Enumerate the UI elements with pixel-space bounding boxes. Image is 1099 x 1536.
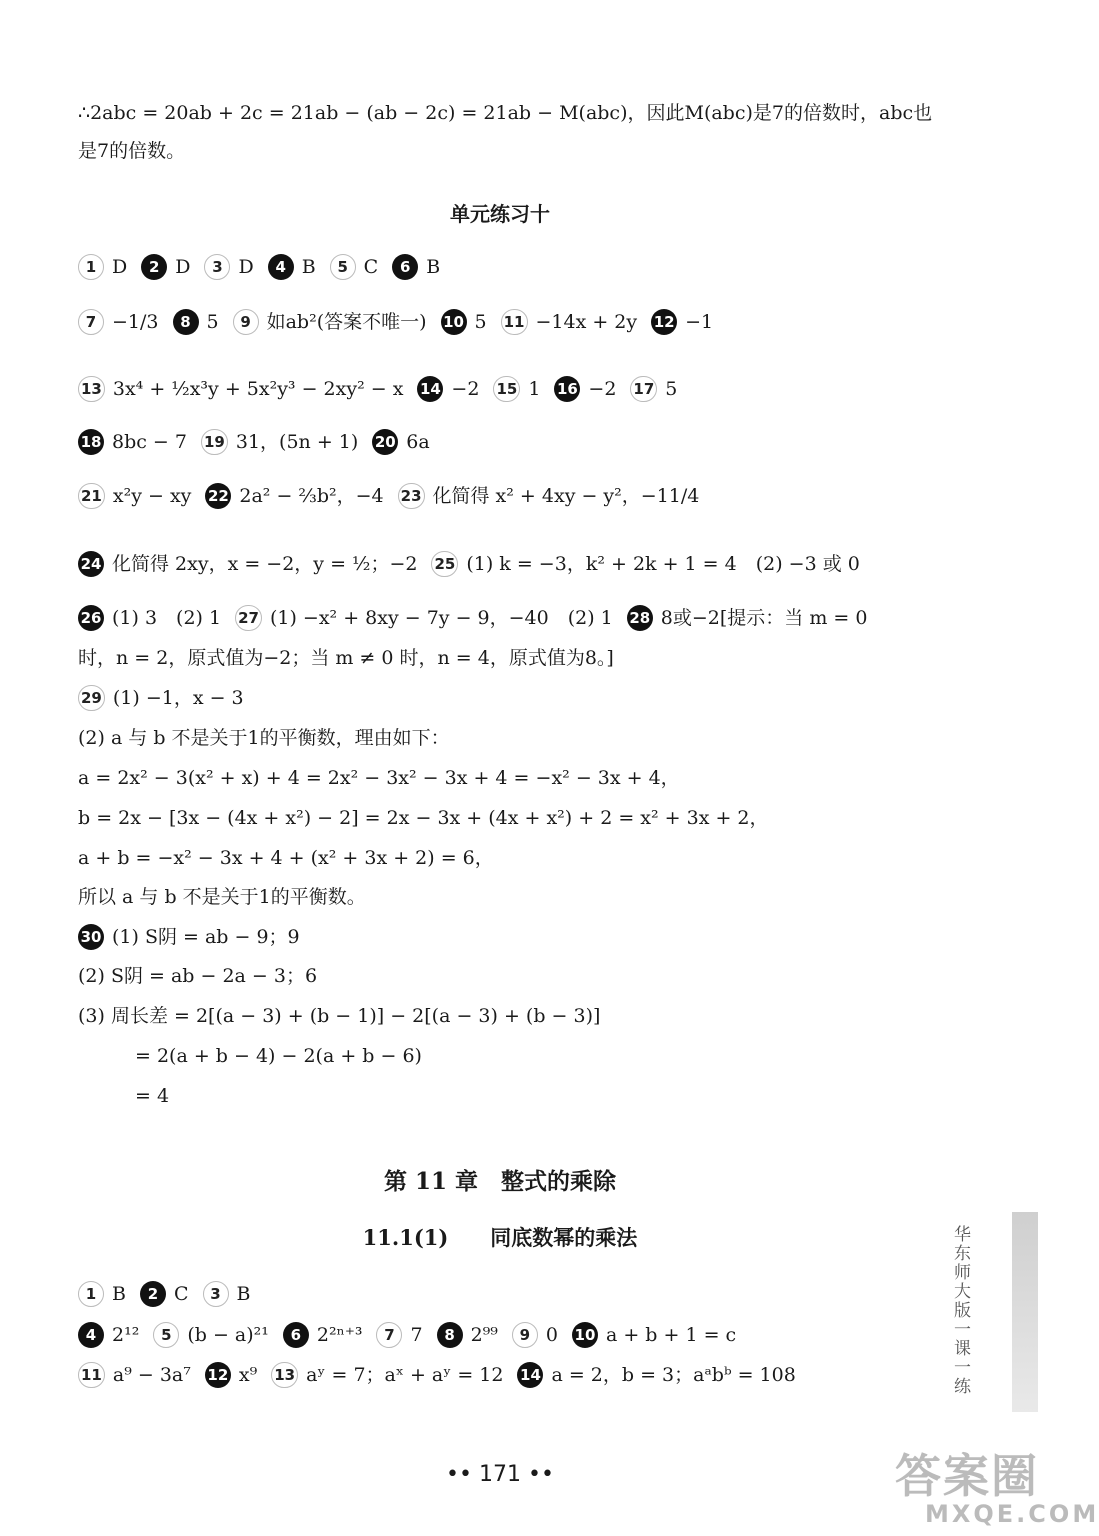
answer-text: 7 (410, 1324, 423, 1346)
question-number-badge: 9 (233, 309, 259, 335)
intro-line-2: 是7的倍数。 (78, 140, 186, 162)
question-number-badge: 16 (554, 376, 580, 402)
q29-row (78, 684, 258, 711)
answer-text: 1 (528, 378, 541, 400)
question-17 (630, 376, 677, 402)
answer-text: 3x⁴ + ½x³y + 5x²y³ − 2xy² − x (112, 378, 404, 400)
watermark-url: MXQE.COM (925, 1500, 1099, 1528)
question-27 (235, 605, 613, 631)
question-10 (441, 309, 487, 335)
question-12 (651, 309, 713, 335)
question-4 (78, 1322, 139, 1348)
question-2 (141, 254, 190, 280)
question-number-badge: 11 (78, 1362, 105, 1388)
question-number-badge: 8 (437, 1322, 463, 1348)
section-title: 11.1(1) 同底数幂的乘法 (362, 1225, 638, 1250)
answer-text: D (238, 256, 254, 278)
question-3 (203, 1281, 251, 1307)
answer-text: x²y − xy (112, 485, 192, 507)
question-number-badge: 27 (235, 605, 262, 631)
question-13 (271, 1362, 503, 1388)
question-29 (78, 685, 244, 711)
question-8 (173, 309, 219, 335)
answer-text: a = 2，b = 3；aᵃbᵇ = 108 (551, 1364, 796, 1386)
question-18 (78, 429, 187, 455)
answer-text: 化简得 x² + 4xy − y²，−11/4 (432, 485, 700, 507)
question-number-badge: 9 (512, 1322, 538, 1348)
question-number-badge: 3 (204, 254, 230, 280)
answer-text: aʸ = 7；aˣ + aʸ = 12 (306, 1364, 504, 1386)
answer-text: −2 (451, 378, 480, 400)
question-number-badge: 8 (173, 309, 199, 335)
question-13 (78, 376, 403, 402)
question-number-badge: 15 (493, 376, 520, 402)
question-number-badge: 2 (140, 1281, 166, 1307)
question-1 (78, 254, 127, 280)
answer-text: −14x + 2y (535, 311, 638, 333)
answer-text: (1) −1，x − 3 (112, 687, 244, 709)
question-number-badge: 25 (431, 551, 458, 577)
question-20 (372, 429, 429, 455)
question-number-badge: 13 (78, 376, 105, 402)
question-23 (398, 483, 700, 509)
intro-line-1: ∴2abc = 20ab + 2c = 21ab − (ab − 2c) = 21ab − M(abc)，因此M(abc)是7的倍数时，abc也 (78, 102, 933, 124)
q30-line: = 4 (78, 1085, 170, 1107)
question-number-badge: 30 (78, 924, 104, 950)
side-tab (1012, 1212, 1038, 1412)
q30-line: = 2(a + b − 4) − 2(a + b − 6) (78, 1045, 422, 1067)
answer-text: 2²ⁿ⁺³ (316, 1324, 363, 1346)
answer-text: B (301, 256, 316, 278)
question-24 (78, 551, 417, 577)
q29-line: b = 2x − [3x − (4x + x²) − 2] = 2x − 3x + (4x + x²) + 2 = x² + 3x + 2， (78, 807, 769, 829)
question-number-badge: 23 (398, 483, 425, 509)
q29-line: a = 2x² − 3(x² + x) + 4 = 2x² − 3x² − 3x + 4 = −x² − 3x + 4， (78, 767, 680, 789)
question-22 (205, 483, 383, 509)
answer-text: 5 (474, 311, 487, 333)
answer-text: 5 (206, 311, 219, 333)
question-number-badge: 5 (153, 1322, 179, 1348)
question-number-badge: 7 (78, 309, 104, 335)
question-30 (78, 924, 300, 950)
question-6 (392, 254, 440, 280)
question-number-badge: 4 (268, 254, 294, 280)
question-number-badge: 2 (141, 254, 167, 280)
question-9 (233, 309, 427, 335)
answer-text: B (236, 1283, 251, 1305)
question-number-badge: 24 (78, 551, 104, 577)
question-number-badge: 14 (417, 376, 443, 402)
answer-text: D (112, 256, 128, 278)
question-number-badge: 1 (78, 1281, 104, 1307)
question-number-badge: 6 (392, 254, 418, 280)
question-number-badge: 17 (630, 376, 657, 402)
question-number-badge: 29 (78, 685, 105, 711)
unit-row (78, 253, 454, 280)
answer-text: D (175, 256, 191, 278)
section-row (78, 1321, 750, 1348)
q29-line: (2) a 与 b 不是关于1的平衡数，理由如下： (78, 727, 450, 749)
answer-text: 2a² − ⅔b²，−4 (239, 485, 384, 507)
answer-text: 8bc − 7 (112, 431, 187, 453)
question-12 (205, 1362, 257, 1388)
question-number-badge: 22 (205, 483, 231, 509)
q28-continuation: 时，n = 2，原式值为−2；当 m ≠ 0 时，n = 4，原式值为8。] (78, 647, 614, 669)
answer-text: 31，(5n + 1) (235, 431, 359, 453)
question-number-badge: 13 (271, 1362, 298, 1388)
question-number-badge: 12 (651, 309, 677, 335)
question-21 (78, 483, 191, 509)
question-2 (140, 1281, 189, 1307)
unit-row (78, 428, 444, 455)
question-number-badge: 20 (372, 429, 398, 455)
answer-text: (1) S阴 = ab − 9；9 (112, 926, 300, 948)
question-19 (201, 429, 358, 455)
answer-text: 2¹² (112, 1324, 140, 1346)
answer-text: 2⁹⁹ (470, 1324, 498, 1346)
answer-text: (1) k = −3，k² + 2k + 1 = 4 (2) −3 或 0 (466, 553, 860, 575)
question-number-badge: 21 (78, 483, 105, 509)
answer-text: (1) 3 (2) 1 (112, 607, 222, 629)
question-9 (512, 1322, 558, 1348)
answer-text: 如ab²(答案不唯一) (266, 311, 427, 333)
question-11 (78, 1362, 191, 1388)
question-10 (572, 1322, 736, 1348)
question-14 (517, 1362, 795, 1388)
page-number: •• 171 •• (446, 1462, 554, 1487)
answer-text: C (363, 256, 379, 278)
question-number-badge: 6 (283, 1322, 309, 1348)
question-number-badge: 10 (572, 1322, 598, 1348)
q29-line: 所以 a 与 b 不是关于1的平衡数。 (78, 886, 366, 908)
section-row (78, 1361, 810, 1388)
question-5 (153, 1322, 269, 1348)
question-number-badge: 14 (517, 1362, 543, 1388)
question-7 (78, 309, 159, 335)
answer-text: (1) −x² + 8xy − 7y − 9，−40 (2) 1 (269, 607, 613, 629)
question-25 (431, 551, 859, 577)
unit-title: 单元练习十 (450, 202, 550, 226)
answer-text: 5 (665, 378, 678, 400)
unit-row (78, 550, 874, 577)
question-1 (78, 1281, 126, 1307)
question-number-badge: 26 (78, 605, 104, 631)
question-number-badge: 3 (203, 1281, 229, 1307)
question-15 (493, 376, 540, 402)
answer-text: C (173, 1283, 189, 1305)
question-26 (78, 605, 221, 631)
watermark-logo: 答案圈 (895, 1449, 1039, 1503)
question-number-badge: 28 (627, 605, 653, 631)
answer-text: −1 (685, 311, 714, 333)
q30-line: (3) 周长差 = 2[(a − 3) + (b − 1)] − 2[(a − 3) + (b − 3)] (78, 1005, 601, 1027)
question-number-badge: 5 (330, 254, 356, 280)
answer-text: (b − a)²¹ (187, 1324, 269, 1346)
question-number-badge: 12 (205, 1362, 231, 1388)
answer-text: −2 (588, 378, 617, 400)
question-number-badge: 1 (78, 254, 104, 280)
answer-text: x⁹ (238, 1364, 258, 1386)
answer-text: 8或−2[提示：当 m = 0 (660, 607, 868, 629)
question-number-badge: 11 (501, 309, 528, 335)
side-label: 华东师大版一课一练 (950, 1225, 970, 1396)
question-number-badge: 7 (376, 1322, 402, 1348)
question-16 (554, 376, 616, 402)
q30-row (78, 923, 314, 950)
unit-row (78, 604, 881, 631)
answer-text: a + b + 1 = c (605, 1324, 737, 1346)
question-4 (268, 254, 316, 280)
q29-line: a + b = −x² − 3x + 4 + (x² + 3x + 2) = 6， (78, 847, 494, 869)
question-8 (437, 1322, 498, 1348)
answer-text: B (112, 1283, 126, 1305)
question-7 (376, 1322, 422, 1348)
question-5 (330, 254, 379, 280)
question-14 (417, 376, 479, 402)
question-number-badge: 10 (441, 309, 467, 335)
unit-row (78, 308, 727, 335)
answer-text: 6a (406, 431, 430, 453)
question-number-badge: 19 (201, 429, 228, 455)
question-number-badge: 4 (78, 1322, 104, 1348)
answer-text: 0 (545, 1324, 558, 1346)
section-row (78, 1280, 264, 1307)
chapter-title: 第 11 章 整式的乘除 (383, 1168, 617, 1195)
q30-line: (2) S阴 = ab − 2a − 3；6 (78, 965, 318, 987)
unit-row (78, 375, 691, 402)
answer-text: B (426, 256, 441, 278)
question-6 (283, 1322, 363, 1348)
question-3 (204, 254, 253, 280)
question-11 (501, 309, 638, 335)
answer-text: a⁹ − 3a⁷ (112, 1364, 191, 1386)
question-28 (627, 605, 868, 631)
question-number-badge: 18 (78, 429, 104, 455)
unit-row (78, 482, 713, 509)
answer-text: 化简得 2xy，x = −2，y = ½；−2 (112, 553, 418, 575)
answer-text: −1/3 (112, 311, 159, 333)
